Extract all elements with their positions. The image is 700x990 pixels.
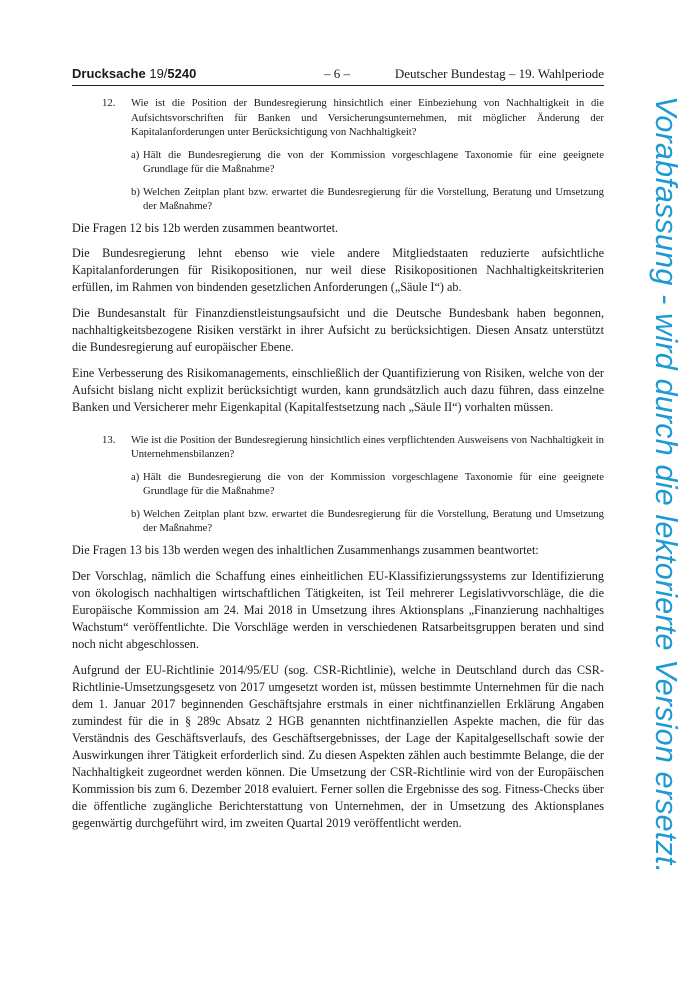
page-body: [72, 96, 604, 841]
sub-text: Hält die Bundesregierung die von der Kommission vorgeschlagene Taxonomie für eine geeignete Grundlage für die Maßnahme?: [143, 470, 604, 497]
page-number: – 6 –: [324, 66, 350, 81]
question-number: 13.: [102, 433, 116, 446]
question-sub-a: [131, 148, 604, 177]
draft-watermark: [646, 96, 686, 896]
question-sub-b: [131, 185, 604, 214]
question-sub-b: [131, 507, 604, 536]
page-header: [72, 66, 604, 84]
answer-paragraph: Eine Verbesserung des Risikomanagements, einschließlich der Quantifizierung von Risiken, welche von der Aufsicht bislang nicht explizit berücksichtigt wurden, kann grundsätzlich auch dazu führen, dass einzelne Banken und Versicherer mehr Eigenkapital (Kapitalfestsetzung nach „Säule II“) vorhalten müssen.: [72, 365, 604, 414]
spacer: [72, 425, 604, 433]
sub-text: Welchen Zeitplan plant bzw. erwartet die Bundesregierung für die Vorstellung, Beratung und Umsetzung der Maßnahme?: [143, 507, 604, 534]
header-rule: [72, 85, 604, 86]
sub-label: b): [131, 185, 140, 198]
watermark-text: Vorabfassung - wird durch die lektorierte Version ersetzt.: [649, 96, 683, 874]
question-text: Wie ist die Position der Bundesregierung hinsichtlich eines verpflichtenden Ausweisens von Nachhaltigkeit in Unternehmensbilanzen?: [131, 433, 604, 460]
sub-text: Hält die Bundesregierung die von der Kommission vorgeschlagene Taxonomie für eine geeignete Grundlage für die Maßnahme?: [143, 148, 604, 175]
question-13: [72, 433, 604, 536]
sub-label: a): [131, 148, 140, 161]
question-sub-a: [131, 470, 604, 499]
doc-period: 19/: [149, 66, 168, 81]
question-text: Wie ist die Position der Bundesregierung hinsichtlich einer Einbeziehung von Nachhaltigkeit in die Aufsichtsvorschriften für Banken und Versicherungsunternehmen, mit möglicher Änderung der Kapitalanforderungen unter Berücksichtigung von Nachhaltigkeit?: [131, 97, 604, 138]
sub-label: a): [131, 470, 140, 483]
question-number: 12.: [102, 97, 116, 109]
doc-label: Drucksache: [72, 66, 146, 81]
institution-label: Deutscher Bundestag – 19. Wahlperiode: [394, 66, 604, 81]
answer-paragraph: Die Fragen 12 bis 12b werden zusammen beantwortet.: [72, 220, 339, 235]
answer-paragraph: Die Bundesanstalt für Finanzdienstleistungsaufsicht und die Deutsche Bundesbank haben begonnen, nachhaltigkeitsbezogene Risiken verstärkt in ihrer Aufsicht zu berücksichtigen. Diesen Ansatz unterstützt die Bundesregierung auf europäischer Ebene.: [72, 305, 604, 354]
question-12: [72, 96, 604, 214]
answer-paragraph: Der Vorschlag, nämlich die Schaffung eines einheitlichen EU-Klassifizierungssystems zur Identifizierung von ökologisch nachhaltigen wirtschaftlichen Tätigkeiten, ist Teil mehrerer Legislativvorschläge, die die Europäische Kommission am 24. Mai 2018 in Umsetzung ihres Aktionsplans „Finanzierung nachhaltiges Wachstum“ veröffentlichte. Die Vorschläge werden in verschiedenen Ratsarbeitsgruppen beraten und sind noch nicht abgeschlossen.: [72, 568, 604, 651]
sub-text: Welchen Zeitplan plant bzw. erwartet die Bundesregierung für die Vorstellung, Beratung und Umsetzung der Maßnahme?: [143, 185, 604, 212]
answer-paragraph: Die Bundesregierung lehnt ebenso wie viele andere Mitgliedstaaten reduzierte aufsichtliche Kapitalanforderungen für Risikopositionen, nur weil diese Risikopositionen Nachhaltigkeitskriterien erfüllen, im Rahmen von bindenden gesetzlichen Anforderungen („Säule I“) ab.: [72, 245, 604, 294]
document-number: [72, 66, 196, 81]
doc-number: 5240: [167, 66, 197, 81]
sub-label: b): [131, 507, 140, 520]
answer-paragraph: Aufgrund der EU-Richtlinie 2014/95/EU (sog. CSR-Richtlinie), welche in Deutschland durch das CSR-Richtlinie-Umsetzungsgesetz von 2017 umgesetzt worden ist, müssen bestimmte Unternehmen für die nach dem 1. Januar 2017 beginnenden Geschäftsjahre erstmals in einer nichtfinanziellen Erklärung Angaben zumindest für die in § 289c Absatz 2 HGB genannten nichtfinanziellen Aspekte machen, die für das Verständnis des Geschäftsverlaufs, des Geschäftsergebnisses, der Lage der Kapitalgesellschaft sowie der Auswirkungen ihrer Tätigkeit erforderlich sind. Zu diesen Aspekten zählen auch bestimmte Belange, die der Nachhaltigkeit zugeordnet werden können. Die Umsetzung der CSR-Richtlinie wird von der Europäischen Kommission bis zum 6. Dezember 2018 evaluiert. Ferner sollen die Ergebnisse des sog. Fitness-Checks über die öffentliche zugängliche Berichterstattung von Unternehmen, der in Umsetzung des Aktionsplanes gegenwärtig durchgeführt wird, im zweiten Quartal 2019 veröffentlicht werden.: [72, 662, 604, 830]
answer-paragraph: Die Fragen 13 bis 13b werden wegen des inhaltlichen Zusammenhangs zusammen beantwortet:: [72, 542, 539, 557]
